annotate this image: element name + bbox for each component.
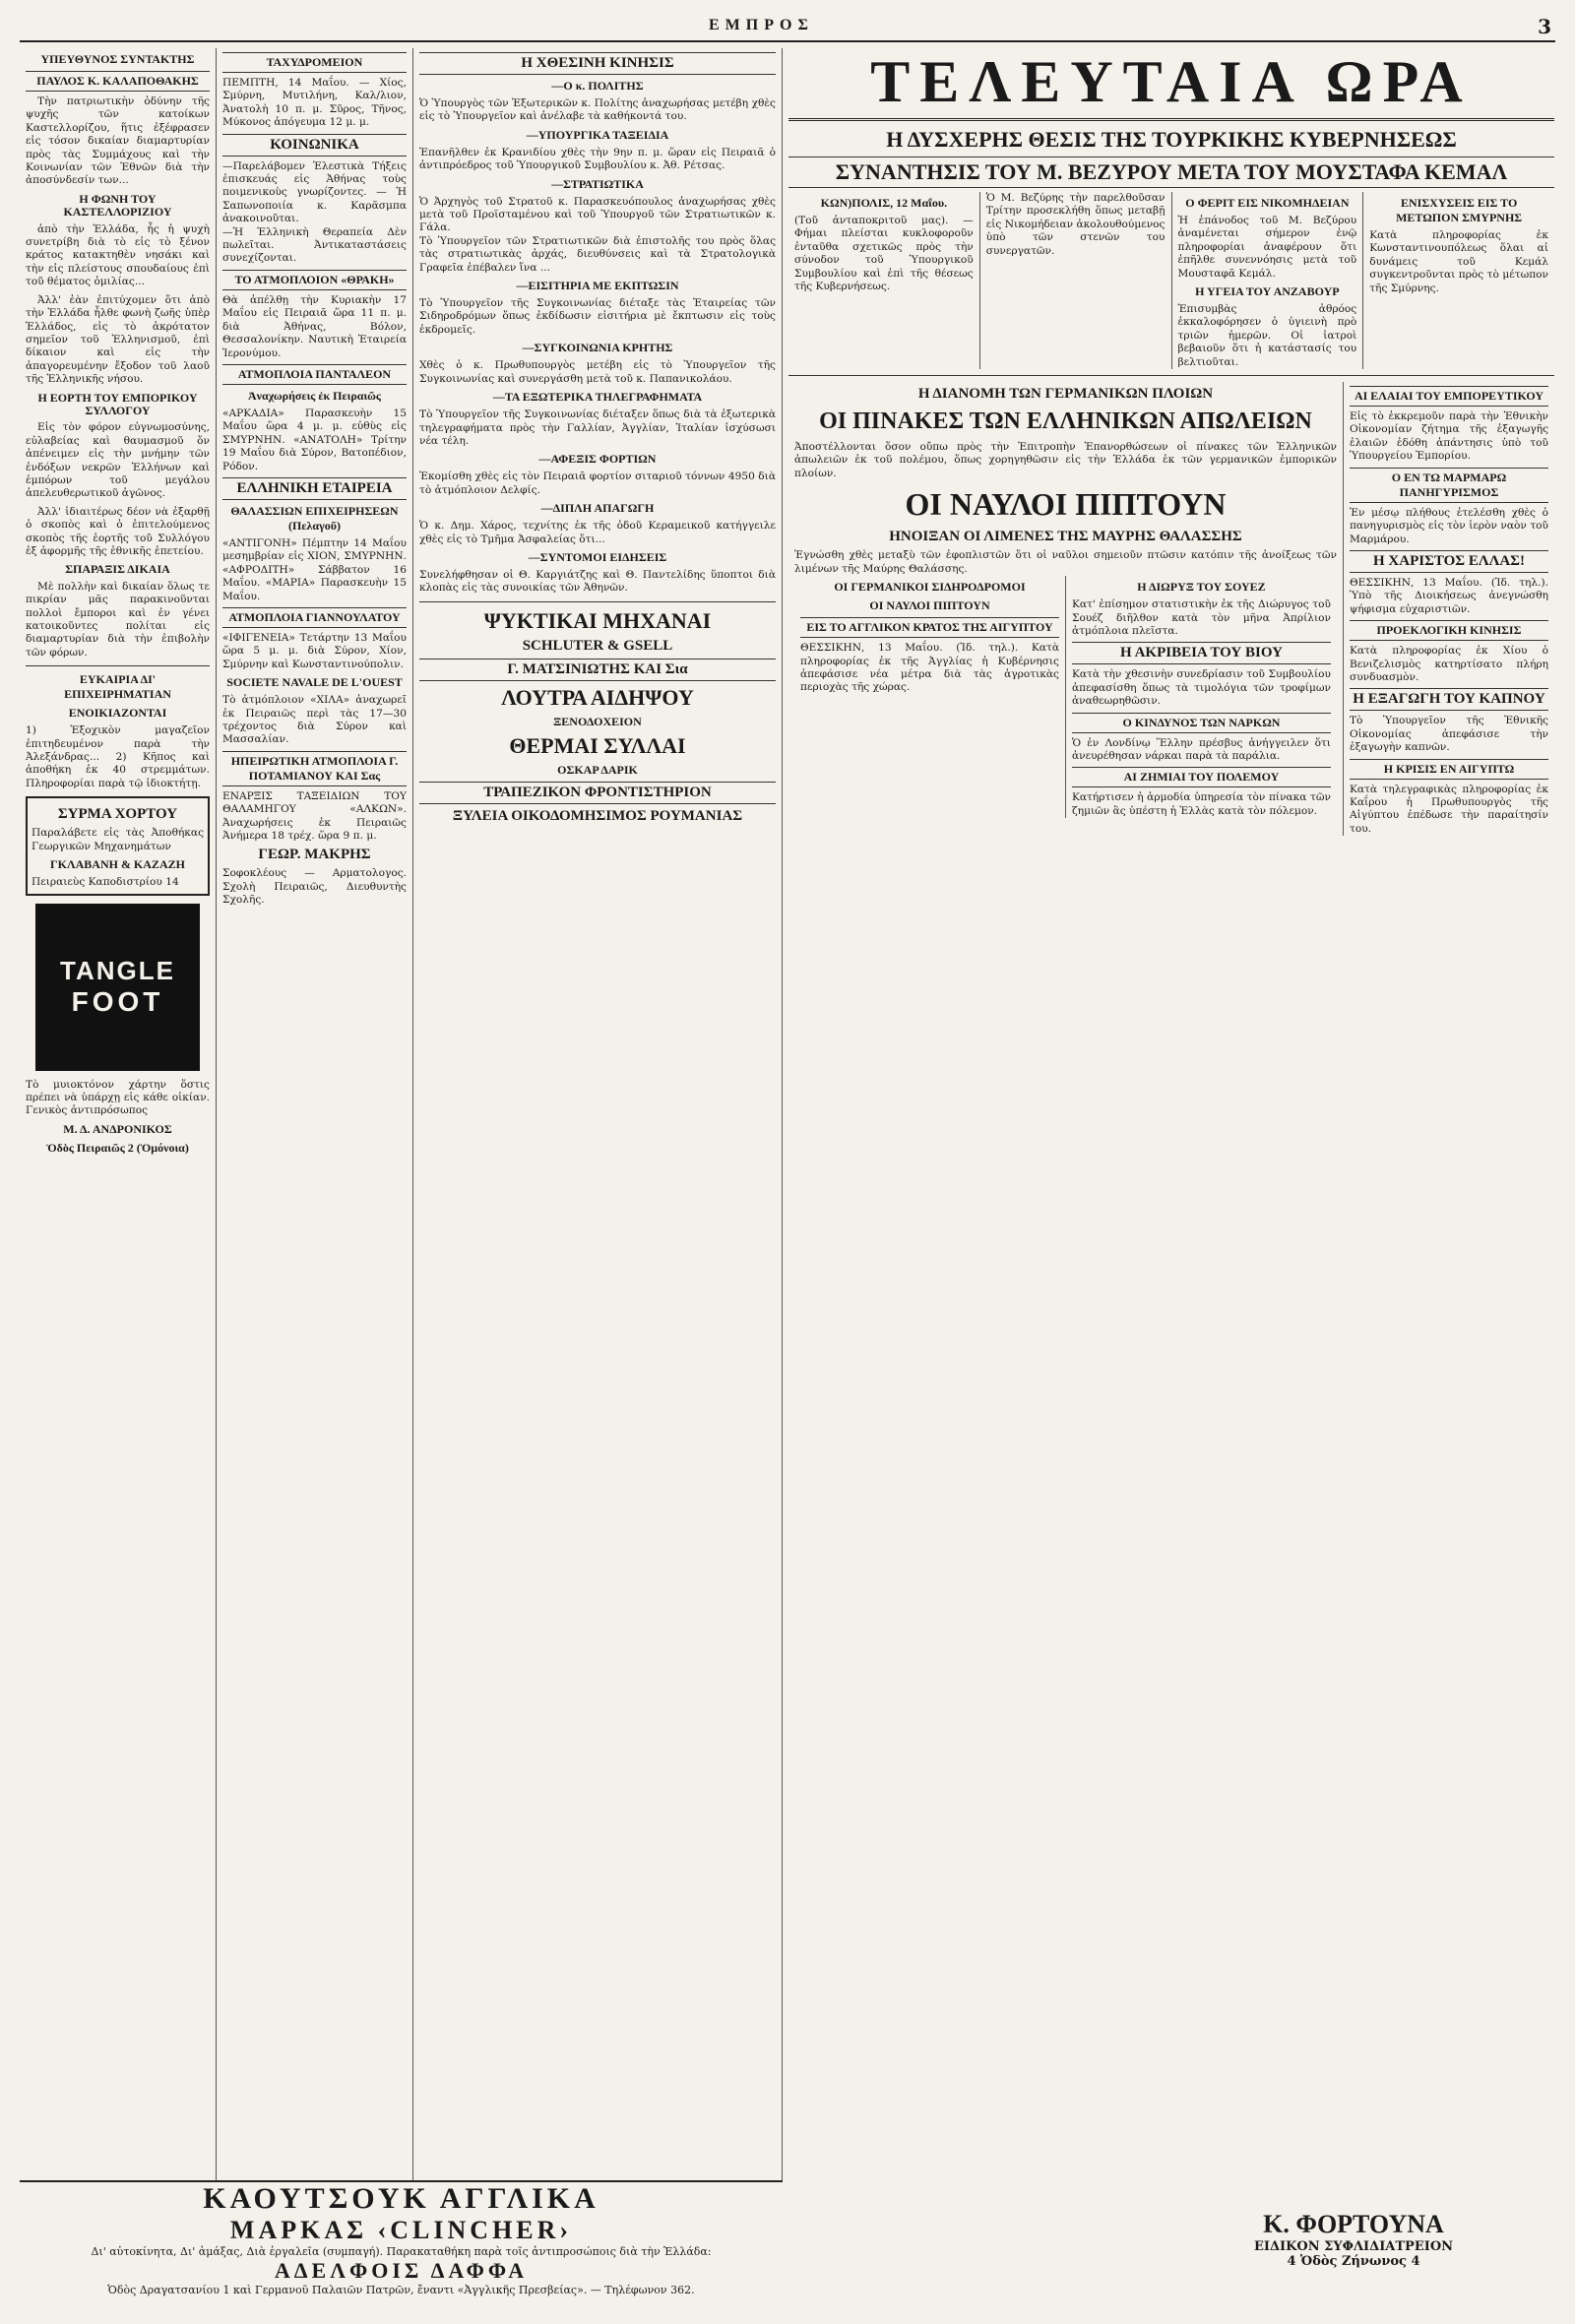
- subheading: —ΣΥΝΤΟΜΟΙ ΕΙΔΗΣΕΙΣ: [528, 549, 667, 564]
- paragraph: Εἰς τὸ ἐκκρεμοῦν παρὰ τὴν Ἐθνικὴν Οἰκονομίαν ζήτημα τῆς ἐξαγωγῆς ἐλαιῶν ἐδόθη ἀπάντησις ὑπὸ τοῦ Ὑπουργείου Ἐμπορίου.: [1349, 410, 1548, 463]
- paragraph: Χθὲς ὁ κ. Πρωθυπουργὸς μετέβη εἰς τὸ Ὑπουργεῖον τῆς Συγκοινωνίας καὶ συνεργάσθη μετὰ τοῦ κ. Παπανικολάου.: [419, 359, 776, 385]
- subheading: ΑΙ ΕΛΑΙΑΙ ΤΟΥ ΕΜΠΟΡΕΥΤΙΚΟΥ: [1350, 386, 1548, 407]
- paragraph: Ἀποστέλλονται ὅσον οὔπω πρὸς τὴν Ἐπιτροπὴν Ἐπανορθώσεων οἱ πίνακες τῶν Ἑλληνικῶν ἀπωλειῶν ἐκ τοῦ πολέμου, ὅπως χορηγηθῶσιν εἰς τὴν Ἑλλάδα ἐκ τῶν γερμανικῶν ἐμπορικῶν πλοίων.: [794, 441, 1337, 479]
- paragraph: Κατὰ πληροφορίας ἐκ Κωνσταντινουπόλεως ὅλαι αἱ δυνάμεις τοῦ Κεμάλ συγκεντροῦνται πρὸς τὸ μέτωπον τῆς Σμύρνης.: [1369, 229, 1548, 294]
- section-heading: Η ΕΟΡΤΗ ΤΟΥ ΕΜΠΟΡΙΚΟΥ ΣΥΛΛΟΓΟΥ: [37, 390, 198, 417]
- paragraph: «ΙΦΙΓΕΝΕΙΑ» Τετάρτην 13 Μαΐου ὥρα 5 μ. μ. διὰ Σύρον, Χίον, Σμύρνην καὶ Κωνσταντινούπολιν.: [222, 631, 407, 670]
- paragraph: Ἐπανῆλθεν ἐκ Κρανιδίου χθὲς τὴν 9ην π. μ. ὥραν εἰς Πειραιᾶ ὁ ἀντιπρόεδρος τοῦ Ὑπουργικοῦ Συμβουλίου κ. Ἀθ. Ρέτσας.: [419, 146, 776, 172]
- lower-sub-a: [794, 576, 1066, 818]
- lower-sub-b: [1066, 576, 1337, 818]
- ad-title: Κ. ΦΟΡΤΟΥΝΑ: [1263, 2210, 1444, 2238]
- tanglefoot-word-2: FOOT: [71, 986, 164, 1017]
- ad-heading: ΛΟΥΤΡΑ ΑΙΔΗΨΟΥ: [501, 684, 694, 710]
- section-heading: Η ΧΘΕΣΙΝΗ ΚΙΝΗΣΙΣ: [419, 52, 776, 75]
- ad-subheading: ΕΝΟΙΚΙΑΖΟΝΤΑΙ: [68, 706, 167, 721]
- deck-headline: Η ΔΥΣΧΕΡΗΣ ΘΕΣΙΣ ΤΗΣ ΤΟΥΡΚΙΚΗΣ ΚΥΒΕΡΝΗΣΕΩΣ: [886, 127, 1457, 152]
- ad-brand: ΜΑΡΚΑΣ ‹CLINCHER›: [229, 2216, 573, 2244]
- paragraph: Κατὰ τηλεγραφικὰς πληροφορίας ἐκ Καΐρου ἡ Πρωθυπουργὸς τῆς Αἰγύπτου ἐπέδωσε τὴν παραίτησίν του.: [1349, 783, 1548, 835]
- subheading: Η ΑΚΡΙΒΕΙΑ ΤΟΥ ΒΙΟΥ: [1072, 642, 1331, 664]
- section-heading: Η ΔΙΑΝΟΜΗ ΤΩΝ ΓΕΡΜΑΝΙΚΩΝ ΠΛΟΙΩΝ: [917, 386, 1214, 403]
- paragraph: Ἐν μέσῳ πλήθους ἐτελέσθη χθὲς ὁ πανηγυρισμὸς εἰς τὸν ἱερὸν ναὸν τοῦ Μαρμάρου.: [1349, 506, 1548, 545]
- subheading: Ο ΚΙΝΔΥΝΟΣ ΤΩΝ ΝΑΡΚΩΝ: [1072, 713, 1331, 733]
- paragraph: ΘΕΣΣΙΚΗΝ, 13 Μαΐου. (Ἰδ. τηλ.). Ὑπὸ τῆς Διοικήσεως ἀνεγνώσθη ψήφισμα εὐχαριστιῶν.: [1349, 576, 1548, 615]
- column-3: [413, 48, 783, 2283]
- hay-ad: [26, 796, 210, 895]
- newspaper-page: [20, 15, 1555, 2294]
- subheading: —ΥΠΟΥΡΓΙΚΑ ΤΑΞΕΙΔΙΑ: [526, 127, 669, 142]
- subheading: —ΤΑ ΕΞΩΤΕΡΙΚΑ ΤΗΛΕΓΡΑΦΗΜΑΤΑ: [492, 390, 703, 405]
- divider: [419, 601, 776, 602]
- paragraph: Ἀλλ' ἰδιαιτέρως δέον νὰ ἐξαρθῇ ὁ σκοπὸς καὶ ὁ ἐπιτελούμενος σκοπὸς τῆς ἑορτῆς τοῦ Συλλόγου ἐξ ἀφορμῆς τῆς ἐθνικῆς ἐπετείου.: [26, 505, 210, 557]
- subheading: ΕΝΙΣΧΥΣΕΙΣ ΕΙΣ ΤΟ ΜΕΤΩΠΟΝ ΣΜΥΡΝΗΣ: [1396, 196, 1523, 224]
- ad-heading: ΤΡΑΠΕΖΙΚΟΝ ΦΡΟΝΤΙΣΤΗΡΙΟΝ: [419, 782, 776, 804]
- subheading: ΕΙΣ ΤΟ ΑΓΓΛΙΚΟΝ ΚΡΑΤΟΣ ΤΗΣ ΑΙΓΥΠΤΟΥ: [800, 617, 1059, 638]
- section-heading: Η ΦΩΝΗ ΤΟΥ ΚΑΣΤΕΛΛΟΡΙΖΙΟΥ: [63, 191, 172, 220]
- paragraph: Τὴν πατριωτικὴν ὀδύνην τῆς ψυχῆς τῶν κατοίκων Καστελλορίζου, ἥτις ἐξέφρασεν εἰς τόσον δικαίαν διαμαρτυρίαν πρὸς τὰς Συμμάχους καὶ τὴν Κοινωνίαν τῶν Ἐθνῶν διὰ τὴν ἀποσύνδεσίν των...: [26, 95, 210, 187]
- subheading: —Ο κ. ΠΟΛΙΤΗΣ: [551, 79, 644, 93]
- section-heading: ΓΕΩΡ. ΜΑΚΡΗΣ: [258, 847, 371, 863]
- ad-title: ΚΑΟΥΤΣΟΥΚ ΑΓΓΛΙΚΑ: [203, 2182, 599, 2215]
- ad-heading: ΘΕΡΜΑΙ ΣΥΛΛΑΙ: [509, 732, 686, 758]
- paragraph: «ΑΡΚΑΔΙΑ» Παρασκευὴν 15 Μαΐου ὥρα 4 μ. μ. εὐθὺς εἰς ΣΜΥΡΝΗΝ. «ΑΝΑΤΟΛΗ» Τρίτην 19 Μαΐου διὰ Σύρον, Βατοπέδιον, Ρόδον.: [222, 407, 407, 472]
- section-headline: ΟΙ ΝΑΥΛΟΙ ΠΙΠΤΟΥΝ: [905, 486, 1227, 523]
- section-heading: ΗΝΟΙΞΑΝ ΟΙ ΛΙΜΕΝΕΣ ΤΗΣ ΜΑΥΡΗΣ ΘΑΛΑΣΣΗΣ: [889, 529, 1242, 545]
- paragraph: Συνελήφθησαν οἱ Θ. Καργιάτζης καὶ Θ. Παντελίδης ὕποπτοι διὰ κλοπὰς εἰς τὰς συνοικίας τῶν Ἀθηνῶν.: [419, 568, 776, 595]
- subheading: Η ΚΡΙΣΙΣ ΕΝ ΑΙΓΥΠΤΩ: [1350, 759, 1548, 780]
- subheading: —ΣΥΓΚΟΙΝΩΝΙΑ ΚΡΗΤΗΣ: [522, 341, 673, 355]
- page-number: 3: [1538, 15, 1551, 38]
- ad-heading: ΕΥΚΑΙΡΙΑ ΔΙ' ΕΠΙΧΕΙΡΗΜΑΤΙΑΝ: [64, 672, 171, 702]
- lower-section: [788, 382, 1554, 836]
- paragraph: Εἰς τὸν φόρον εὐγνωμοσύνης, εὐλαβείας καὶ θαυμασμοῦ ὅν ἀπένειμεν εἰς τὴν μνήμην τῶν ἐνδόξων νεκρῶν Ἑλλήνων καὶ ἐμπόρων τοῦ μεγάλου ἀπελευθερωτικοῦ ἀγῶνος.: [26, 421, 210, 500]
- editor-label: ΥΠΕΥΘΥΝΟΣ ΣΥΝΤΑΚΤΗΣ: [40, 52, 195, 66]
- paragraph: Κατὰ πληροφορίας ἐκ Χίου ὁ Βενιζελισμὸς κατηρτίσατο πλήρη συνδυασμὸν.: [1349, 645, 1548, 683]
- paragraph: Θὰ ἀπέλθῃ τὴν Κυριακὴν 17 Μαΐου εἰς Πειραιᾶ ὥρα 11 π. μ. διὰ Ἀθήνας, Βόλον, Θεσσαλονίκην. Ναυτικὴ Ἑταιρεία Ἱερονύμου.: [222, 293, 407, 359]
- bottom-advertisement: [20, 2180, 783, 2296]
- section-heading: SOCIETE NAVALE DE L'OUEST: [226, 675, 403, 690]
- fortouna-advertisement: [1157, 2210, 1550, 2269]
- paragraph: ΕΝΑΡΞΙΣ ΤΑΞΕΙΔΙΩΝ ΤΟΥ ΘΑΛΑΜΗΓΟΥ «ΑΛΚΩΝ». Ἀναχωρήσεις ἐκ Πειραιῶς Ἀνήμερα 18 τρέχ. ὥρα 9 π. μ.: [222, 789, 407, 843]
- section-heading: ΚΟΙΝΩΝΙΚΑ: [222, 134, 407, 157]
- paragraph: Τὸ Ὑπουργεῖον τῆς Συγκοινωνίας διέταξε τὰς Ἑταιρείας τῶν Σιδηροδρόμων ὅπως ἐκδίδωσιν εἰσιτήρια μὲ ἔκπτωσιν εἰς τοὺς ἐκδρομεῖς.: [419, 297, 776, 336]
- subheading: ΟΙ ΓΕΡΜΑΝΙΚΟΙ ΣΙΔΗΡΟΔΡΟΜΟΙ: [834, 580, 1026, 595]
- paragraph: Ἡ ἐπάνοδος τοῦ Μ. Βεζύρου ἀναμένεται σήμερον ἐνῷ πληροφορίαι ἀναφέρουν ὅτι ἐπῆλθε συνεννόησις μετὰ τοῦ Μουσταφᾶ Κεμάλ.: [1177, 215, 1357, 280]
- paragraph: Ὁ Ὑπουργὸς τῶν Ἐξωτερικῶν κ. Πολίτης ἀναχωρήσας μετέβη χθὲς εἰς τὸ Ὑπουργεῖον καὶ ἀνέλαβε τὰ καθήκοντά του.: [419, 97, 776, 123]
- subheading: Η ΔΙΩΡΥΞ ΤΟΥ ΣΟΥΕΖ: [1137, 580, 1266, 595]
- subheading: ΑΙ ΖΗΜΙΑΙ ΤΟΥ ΠΟΛΕΜΟΥ: [1072, 767, 1331, 787]
- subheading: Η ΕΞΑΓΩΓΗ ΤΟΥ ΚΑΠΝΟΥ: [1350, 688, 1548, 711]
- subheading: Ο ΕΝ ΤΩ ΜΑΡΜΑΡΩ ΠΑΝΗΓΥΡΙΣΜΟΣ: [1350, 468, 1548, 503]
- tanglefoot-text: Τὸ μυιοκτόνον χάρτην ὅστις πρέπει νὰ ὑπάρχῃ εἰς κάθε οἰκίαν. Γενικὸς ἀντιπρόσωπος: [26, 1078, 210, 1117]
- masthead: [20, 15, 1555, 42]
- paragraph: «ΑΝΤΙΓΟΝΗ» Πέμπτην 14 Μαΐου μεσημβρίαν εἰς ΧΙΟΝ, ΣΜΥΡΝΗΝ. «ΑΦΡΟΔΙΤΗ» Σάββατον 16 Μαΐου. «ΜΑΡΙΑ» Παρασκευὴν 15 Μαΐου.: [222, 536, 407, 602]
- editor-name: ΠΑΥΛΟΣ Κ. ΚΑΛΑΠΟΘΑΚΗΣ: [26, 71, 210, 92]
- paragraph: ΘΕΣΣΙΚΗΝ, 13 Μαΐου. (Ἰδ. τηλ.). Κατὰ πληροφορίας ἐκ τῆς Ἀγγλίας ἡ Κυβέρνησις ἀπεφάσισε νέα μέτρα διὰ τὰς ἀγροτικὰς περιοχὰς τῆς χώρας.: [800, 642, 1059, 694]
- paragraph: ΠΕΜΠΤΗ, 14 Μαΐου. — Χίος, Σμύρνη, Μυτιλήνη, Καλ/λιον, Ἀνατολὴ 10 π. μ. Σῦρος, Τῆνος, Μύκονος ἀπόγευμα 12 μ. μ.: [222, 77, 407, 129]
- ad-address: Ὁδὸς Δραγατσανίου 1 καὶ Γερμανοῦ Παλαιῶν Πατρῶν, ἔναντι «Ἀγγλικῆς Πρεσβείας». — Τηλέφωνον 362.: [107, 2284, 695, 2296]
- ad-brand: SCHLUTER & GSELL: [522, 637, 673, 654]
- hay-text: Παραλάβετε εἰς τὰς Ἀποθήκας Γεωργικῶν Μηχανημάτων: [32, 827, 204, 852]
- paragraph: Ἐγνώσθη χθὲς μεταξὺ τῶν ἐφοπλιστῶν ὅτι οἱ ναῦλοι σημειοῦν πτῶσιν κατόπιν τῆς ἀνοίξεως τῶν λιμένων τῆς Μαύρης Θαλάσσης.: [794, 549, 1337, 575]
- subheading: ΠΡΟΕΚΛΟΓΙΚΗ ΚΙΝΗΣΙΣ: [1350, 620, 1548, 641]
- ad-text: Δι' αὐτοκίνητα, Δι' ἀμάξας, Διὰ ἐργαλεῖα (συμπαγή). Παρακαταθήκη παρὰ τοῖς ἀντιπροσώποις διὰ τὴν Ἑλλάδα:: [91, 2245, 712, 2258]
- paper-name: ΕΜΠΡΟΣ: [709, 17, 814, 33]
- paragraph: Τὸ Ὑπουργεῖον τῆς Ἐθνικῆς Οἰκονομίας ἀπεφάσισε τὴν ἐξαγωγὴν καπνῶν.: [1349, 715, 1548, 754]
- paragraph: Ἀλλ' ἐὰν ἐπιτύχομεν ὅτι ἀπὸ τὴν Ἑλλάδα ἦλθε φωνὴ ζωῆς ὑπὲρ Ἑλλάδος, εἰς τὸ ἀκρότατον σημεῖον τοῦ Ἑλληνισμοῦ, ἐπὶ δίκαιον καὶ εἰς τὴν ἀπαγορευμένην ἔξοδον τοῦ λαοῦ τῆς Ἑλληνικῆς νήσου.: [26, 293, 210, 386]
- section-heading: ΕΛΛΗΝΙΚΗ ΕΤΑΙΡΕΙΑ: [222, 477, 407, 500]
- column-1: [20, 48, 217, 2283]
- paragraph: Τὸ ἀτμόπλοιον «ΧΙΛΑ» ἀναχωρεῖ ἐκ Πειραιῶς περὶ τὰς 17—30 τρέχοντος διὰ Σύρον καὶ Μασσαλίαν.: [222, 694, 407, 746]
- ad-subheading: ΞΕΝΟΔΟΧΕΙΟΝ: [553, 714, 642, 728]
- subheading: Ο ΦΕΡΙΤ ΕΙΣ ΝΙΚΟΜΗΔΕΙΑΝ: [1185, 196, 1350, 210]
- ad-heading: ΞΥΛΕΙΑ ΟΙΚΟΔΟΜΗΣΙΜΟΣ ΡΟΥΜΑΝΙΑΣ: [452, 807, 743, 824]
- tanglefoot-agent: Μ. Δ. ΑΝΔΡΟΝΙΚΟΣ: [63, 1121, 172, 1136]
- paragraph: Ἐκομίσθη χθὲς εἰς τὸν Πειραιᾶ φορτίον σιταριοῦ τόννων 4950 διὰ τὸ ἀτμόπλοιον Δελφίς.: [419, 471, 776, 496]
- subheading: —ΣΤΡΑΤΙΩΤΙΚΑ: [551, 176, 644, 191]
- subheading: Η ΧΑΡΙΣΤΟΣ ΕΛΛΑΣ!: [1350, 550, 1548, 573]
- subtitle-headline: ΣΥΝΑΝΤΗΣΙΣ ΤΟΥ Μ. ΒΕΖΥΡΟΥ ΜΕΤΑ ΤΟΥ ΜΟΥΣΤΑΦΑ ΚΕΜΑΛ: [788, 157, 1554, 188]
- ad-firm: ΑΔΕΛΦΟΙΣ ΔΑΦΦΑ: [274, 2258, 529, 2283]
- ad-text: 1) Ἐξοχικὸν μαγαζεῖον ἐπιτηδευμένον παρὰ τὴν Ἀλεξάνδρας... 2) Κῆπος καὶ ἀποθήκη ἐκ 40 στρεμμάτων. Πληροφορίαι παρὰ τῷ ἰδιοκτήτῃ.: [26, 724, 210, 789]
- ad-heading: ΨΥΚΤΙΚΑΙ ΜΗΧΑΝΑΙ: [483, 607, 712, 633]
- subheading: —ΔΙΠΛΗ ΑΠΑΓΩΓΗ: [540, 501, 655, 516]
- section-heading: ΣΠΑΡΑΞΙΣ ΔΙΚΑΙΑ: [65, 562, 170, 577]
- section-heading: ΑΤΜΟΠΛΟΙΑ ΠΑΝΤΑΛΕΟΝ: [222, 364, 407, 385]
- lead-col-b: [980, 192, 1172, 369]
- lead-story: [788, 192, 1554, 369]
- subheading: —ΑΦΕΞΙΣ ΦΟΡΤΙΩΝ: [538, 452, 657, 467]
- hay-title: ΣΥΡΜΑ ΧΟΡΤΟΥ: [57, 806, 178, 823]
- paragraph: Ὁ Ἀρχηγὸς τοῦ Στρατοῦ κ. Παρασκευόπουλος ἀναχωρήσας χθὲς μετὰ τοῦ Προϊσταμένου καὶ τοῦ Ὑπουργοῦ τῶν Στρατιωτικῶν κ. Γάλα.: [419, 195, 776, 234]
- paragraph: Σοφοκλέους — Αρματολογος. Σχολὴ Πειραιῶς, Διευθυντὴς Σχολῆς.: [222, 867, 407, 907]
- lead-col-c: [1172, 192, 1364, 369]
- lower-subcolumns: [794, 576, 1337, 818]
- section-heading: ΤΟ ΑΤΜΟΠΛΟΙΟΝ «ΘΡΑΚΗ»: [222, 270, 407, 290]
- hay-firm: ΓΚΛΑΒΑΝΗ & ΚΑΖΑΖΗ: [50, 857, 185, 872]
- paragraph: —Ἡ Ἑλληνικὴ Θεραπεία Δὲν πωλεῖται. Ἀντικαταστάσεις συνεχίζονται.: [222, 225, 407, 265]
- divider: [788, 375, 1554, 376]
- dateline: ΚΩΝ)ΠΟΛΙΣ, 12 Μαΐου.: [820, 196, 948, 210]
- column-2: [217, 48, 413, 2283]
- paragraph: Τὸ Ὑπουργεῖον τῆς Συγκοινωνίας διέταξεν ὅπως διὰ τὰ ἐξωτερικὰ τηλεγραφήματα πρὸς τὴν Γαλλίαν, Ἀγγλίαν, Ἰταλίαν ἰσχύσωσι νέα τέλη.: [419, 408, 776, 447]
- paragraph: Ὁ ἐν Λονδίνῳ Ἕλλην πρέσβυς ἀνήγγειλεν ὅτι ἀνευρέθησαν νάρκαι παρὰ τὰ παράλια.: [1071, 736, 1331, 762]
- section-heading: ΗΠΕΙΡΩΤΙΚΗ ΑΤΜΟΠΛΟΙΑ Γ. ΠΟΤΑΜΙΑΝΟΥ ΚΑΙ Σας: [222, 751, 407, 786]
- lower-right: [1344, 382, 1554, 836]
- subheading: —ΕΙΣΙΤΗΡΙΑ ΜΕ ΕΚΠΤΩΣΙΝ: [516, 279, 679, 293]
- paragraph: Ὁ κ. Δημ. Χάρος, τεχνίτης ἐκ τῆς ὁδοῦ Κεραμεικοῦ κατήγγειλε χθὲς εἰς τὸ Τμῆμα Ἀσφαλείας ὅτι...: [419, 520, 776, 545]
- paragraph: Κατὰ τὴν χθεσινὴν συνεδρίασιν τοῦ Συμβουλίου ἀπεφασίσθη ὅπως τὰ τιμολόγια τῶν τροφίμων ἀναθεωρηθῶσιν.: [1071, 668, 1331, 708]
- paragraph: Μὲ πολλὴν καὶ δικαίαν ὅλως τε πικρίαν μᾶς παρακινοῦνται πολλοὶ ἔμποροι καὶ ἐν γένει κατοικοῦντες πολίται εἰς διαμαρτυρίαν διὰ τὴν ἐπιβολὴν τῶν φόρων.: [26, 580, 210, 659]
- section-headline: ΟΙ ΠΙΝΑΚΕΣ ΤΩΝ ΕΛΛΗΝΙΚΩΝ ΑΠΩΛΕΙΩΝ: [819, 408, 1312, 435]
- tanglefoot-word-1: TANGLE: [60, 956, 175, 985]
- section-heading: ΤΑΧΥΔΡΟΜΕΙΟΝ: [222, 52, 407, 73]
- main-headline: ΤΕΛΕΥΤΑΙΑ ΩΡΑ: [788, 48, 1554, 121]
- ad-firm: Γ. ΜΑΤΣΙΝΙΩΤΗΣ ΚΑΙ Σια: [419, 659, 776, 681]
- column-4: [783, 48, 1560, 2283]
- col1-text: [26, 95, 210, 660]
- hay-address: Πειραιεὺς Καποδιστρίου 14: [32, 876, 179, 889]
- paragraph: (Τοῦ ἀνταποκριτοῦ μας). — Φήμαι πλείσται κυκλοφοροῦν ἐνταῦθα σχετικῶς πρὸς τὴν σύνοδον τοῦ Ὑπουργικοῦ Συμβουλίου καὶ ἐπὶ τῆς θέσεως τῆς Κυβερνήσεως.: [794, 215, 974, 293]
- paragraph: ἀπὸ τὴν Ἑλλάδα, ἧς ἡ ψυχὴ συνετρίβη διὰ τὸ εἰς τὸ ξένον κράτος κατακτηθὲν νησάκι καὶ τὴν εἰς πλείστους σπουδαίους ἐπὶ τοῦ θέματος ὁμιλίας...: [26, 222, 210, 288]
- paragraph: Τὸ Ὑπουργεῖον τῶν Στρατιωτικῶν διὰ ἐπιστολῆς του πρὸς ὅλας τὰς στρατιωτικὰς ἀρχάς, διευθύνσεις καὶ τὰ Στρατολογικὰ Γραφεῖα ἐπέβαλεν ἵνα ...: [419, 234, 776, 274]
- section-heading: ΑΤΜΟΠΛΟΙΑ ΓΙΑΝΝΟΥΛΑΤΟΥ: [222, 607, 407, 628]
- lower-left: [788, 382, 1344, 836]
- paragraph: Ἐπισυμβὰς ἀθρόος ἐκκαλοφόρησεν ὁ ὑγιεινὴ πρὸ τριῶν ἡμερῶν. Οἱ ἰατροὶ βεβαιοῦν ὅτι ἡ κατάστασίς του βελτιοῦται.: [1177, 303, 1357, 368]
- tanglefoot-ad-image: [35, 904, 200, 1071]
- paragraph: —Παρελάβομεν Ἑλεστικὰ Τήξεις ἐπισκευάς εἰς Ἀθήνας τοὺς ποιμενικοὺς γνωρίζοντες. — Ἡ Σαπωνοποιία κ. Καρᾶσμπα ἀνακοινοῦται.: [222, 159, 407, 225]
- ad-subtitle: ΕΙΔΙΚΟΝ ΣΥΦΛΙΔΙΑΤΡΕΙΟΝ: [1253, 2239, 1454, 2254]
- section-subheading: ΘΑΛΑΣΣΙΩΝ ΕΠΙΧΕΙΡΗΣΕΩΝ (Πελαγοῦ): [230, 503, 399, 533]
- tanglefoot-address: Ὁδὸς Πειραιῶς 2 (Ὁμόνοια): [46, 1140, 189, 1155]
- subheading: Η ΥΓΕΙΑ ΤΟΥ ΑΝΖΑΒΟΥΡ: [1195, 284, 1340, 299]
- subheading: ΟΙ ΝΑΥΛΟΙ ΠΙΠΤΟΥΝ: [869, 598, 990, 613]
- ad-address: 4 Ὁδὸς Ζήνωνος 4: [1287, 2254, 1420, 2269]
- paragraph: Ὁ Μ. Βεζύρης τὴν παρελθοῦσαν Τρίτην προσεκλήθη ὅπως μεταβῇ εἰς Νικομήδειαν ἀκολουθούμενος ὑπὸ τῶν στενῶν του συνεργατῶν.: [985, 192, 1166, 257]
- lead-col-a: [788, 192, 980, 369]
- paragraph: Κατήρτισεν ἡ ἁρμοδία ὑπηρεσία τὸν πίνακα τῶν ζημιῶν ἃς ὑπέστη ἡ Ἑλλὰς κατὰ τὸν πόλεμον.: [1071, 791, 1331, 817]
- section-subheading: Ἀναχωρήσεις ἐκ Πειραιῶς: [247, 388, 381, 403]
- divider: [26, 665, 210, 666]
- ad-subheading: ΟΣΚΑΡ ΔΑΡΙΚ: [557, 762, 638, 777]
- lead-col-d: [1363, 192, 1554, 369]
- paragraph: Κατ' ἐπίσημον στατιστικὴν ἐκ τῆς Διώρυγος τοῦ Σουέζ διῆλθον κατὰ τὸν μῆνα Ἀπρίλιον ἀτμόπλοια πλεῖστα.: [1071, 598, 1331, 637]
